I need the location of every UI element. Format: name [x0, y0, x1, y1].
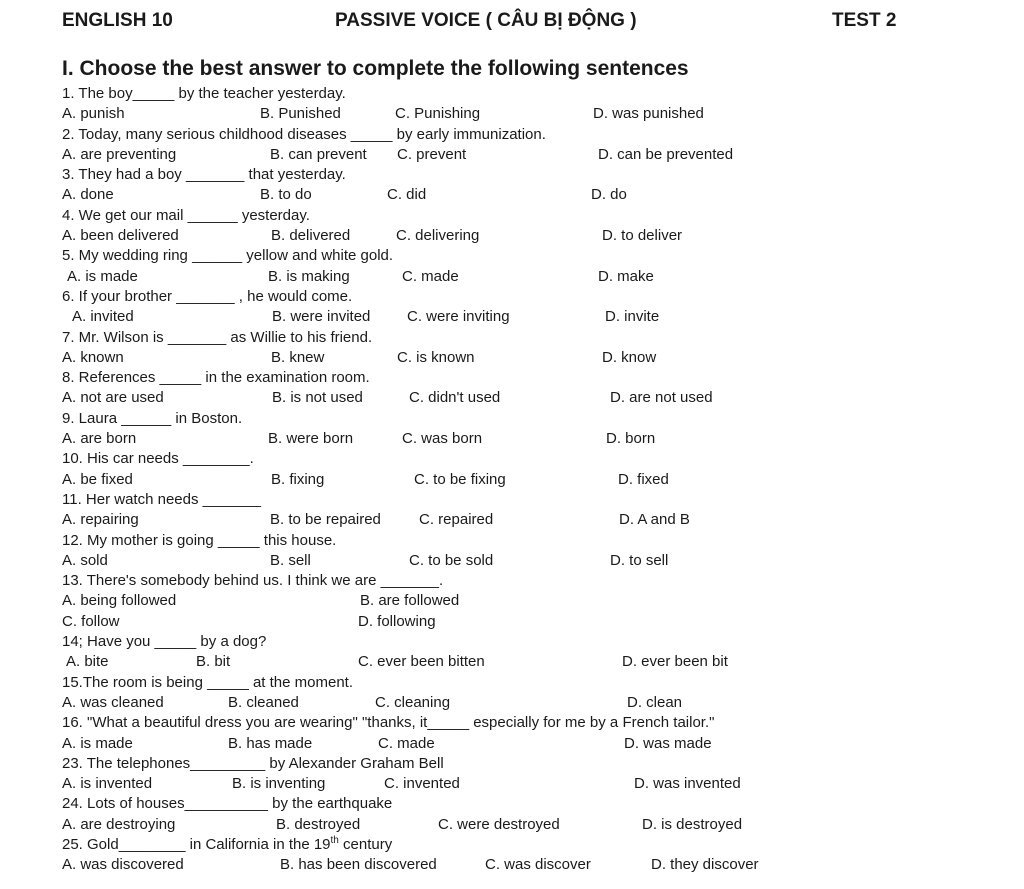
answer-options-7 — [62, 348, 1002, 368]
option-b: B. is making — [268, 267, 350, 285]
answer-options-4 — [62, 226, 1002, 246]
option-d: D. was made — [624, 734, 712, 752]
option-b: B. has been discovered — [280, 856, 437, 874]
option-c: C. were destroyed — [438, 815, 560, 833]
option-d: D. to sell — [610, 551, 669, 569]
option-c: C. to be sold — [409, 551, 494, 569]
question-text: 23. The telephones_________ by Alexander Graham Bell — [62, 754, 444, 772]
option-d: D. can be prevented — [598, 145, 734, 163]
option-d: D. do — [591, 186, 627, 204]
option-b: B. fixing — [271, 470, 325, 488]
option-a: A. not are used — [62, 389, 164, 407]
answer-options-3 — [62, 185, 1002, 205]
option-a: A. are preventing — [62, 145, 177, 163]
option-d: D. is destroyed — [642, 815, 743, 833]
option-a: A. is invented — [62, 775, 153, 793]
option-a: A. bite — [66, 653, 109, 671]
question-stem-5 — [62, 246, 1002, 266]
topic-title: PASSIVE VOICE ( CÂU BỊ ĐỘNG ) — [335, 10, 637, 31]
answer-options-12 — [62, 551, 1002, 571]
question-stem-4 — [62, 206, 1002, 226]
answer-options-11 — [62, 510, 1002, 530]
option-c: C. cleaning — [375, 693, 451, 711]
option-d: D. born — [606, 430, 656, 448]
answer-options-8 — [62, 388, 1002, 408]
question-text: 15.The room is being _____ at the moment. — [62, 673, 354, 691]
option-c: C. prevent — [397, 145, 467, 163]
answer-options-18 — [62, 774, 1002, 794]
option-a: A. being followed — [62, 592, 177, 610]
question-stem-13 — [62, 571, 1002, 591]
answer-options-19 — [62, 815, 1002, 835]
option-b: B. knew — [271, 348, 325, 366]
option-a: A. is made — [62, 734, 133, 752]
answer-options-5 — [62, 267, 1002, 287]
option-d: D. A and B — [619, 511, 690, 529]
question-list — [62, 84, 1002, 876]
question-text: 8. References _____ in the examination room. — [62, 369, 370, 387]
option-a: A. punish — [62, 105, 125, 123]
question-stem-2 — [62, 125, 1002, 145]
answer-options-1 — [62, 104, 1002, 124]
question-stem-18 — [62, 754, 1002, 774]
option-a: A. been delivered — [62, 227, 179, 245]
question-text: 5. My wedding ring ______ yellow and white gold. — [62, 247, 394, 265]
question-stem-7 — [62, 328, 1002, 348]
question-text: 13. There's somebody behind us. I think we are _______. — [62, 572, 444, 590]
option-a: A. be fixed — [62, 470, 133, 488]
question-stem-10 — [62, 449, 1002, 469]
option-b: B. sell — [270, 551, 311, 569]
subject-title: ENGLISH 10 — [62, 10, 173, 31]
option-d: D. clean — [627, 693, 683, 711]
option-d: D. fixed — [618, 470, 669, 488]
question-stem-1 — [62, 84, 1002, 104]
option-a: A. done — [62, 186, 114, 204]
answer-options-15 — [62, 652, 1002, 672]
question-text: 25. Gold________ in California in the 19th century — [62, 834, 393, 853]
option-a: A. repairing — [62, 511, 139, 529]
answer-options-14 — [62, 612, 1002, 632]
question-text: 14; Have you _____ by a dog? — [62, 633, 267, 651]
option-a: A. are destroying — [62, 815, 176, 833]
question-stem-9 — [62, 409, 1002, 429]
option-c: C. is known — [397, 348, 475, 366]
option-b: B. has made — [228, 734, 313, 752]
option-d: D. make — [598, 267, 654, 285]
option-c: C. invented — [384, 775, 460, 793]
option-b: B. bit — [196, 653, 231, 671]
answer-options-20 — [62, 855, 1002, 875]
answer-options-2 — [62, 145, 1002, 165]
option-a: A. invited — [72, 308, 134, 326]
option-d: D. know — [602, 348, 657, 366]
question-stem-19 — [62, 794, 1002, 814]
answer-options-10 — [62, 470, 1002, 490]
option-a: A. was cleaned — [62, 693, 164, 711]
option-a: A. was discovered — [62, 856, 184, 874]
option-b: B. delivered — [271, 227, 351, 245]
option-b: B. can prevent — [270, 145, 367, 163]
option-d: D. was punished — [593, 105, 704, 123]
question-text: 7. Mr. Wilson is _______ as Willie to his friend. — [62, 328, 373, 346]
question-text: 3. They had a boy _______ that yesterday. — [62, 166, 346, 184]
option-c: C. made — [402, 267, 459, 285]
answer-options-6 — [62, 307, 1002, 327]
option-b: B. to be repaired — [270, 511, 381, 529]
answer-options-13 — [62, 591, 1002, 611]
option-d: D. following — [358, 612, 436, 630]
option-b: B. to do — [260, 186, 312, 204]
option-a: A. are born — [62, 430, 137, 448]
test-label: TEST 2 — [832, 10, 897, 31]
option-a: A. is made — [67, 267, 138, 285]
option-d: D. ever been bit — [622, 653, 728, 671]
option-c: C. was discover — [485, 856, 591, 874]
answer-options-16 — [62, 693, 1002, 713]
option-d: D. they discover — [651, 856, 759, 874]
option-b: B. were born — [268, 430, 354, 448]
answer-options-9 — [62, 429, 1002, 449]
option-c: C. did — [387, 186, 427, 204]
question-text: 12. My mother is going _____ this house. — [62, 531, 337, 549]
question-text: 16. "What a beautiful dress you are wearing" "thanks, it_____ especially for me by a French tailor." — [62, 714, 715, 732]
answer-options-17 — [62, 734, 1002, 754]
option-d: D. invite — [605, 308, 660, 326]
question-text: 24. Lots of houses__________ by the earthquake — [62, 795, 393, 813]
option-d: D. to deliver — [602, 227, 683, 245]
option-c: C. Punishing — [395, 105, 481, 123]
section-title: I. Choose the best answer to complete the following sentences — [62, 57, 689, 80]
option-c: C. ever been bitten — [358, 653, 485, 671]
option-c: C. follow — [62, 612, 120, 630]
question-stem-11 — [62, 490, 1002, 510]
option-d: D. are not used — [610, 389, 713, 407]
option-b: B. were invited — [272, 308, 371, 326]
question-text: 4. We get our mail ______ yesterday. — [62, 206, 310, 224]
question-stem-6 — [62, 287, 1002, 307]
question-stem-17 — [62, 713, 1002, 733]
question-stem-15 — [62, 632, 1002, 652]
option-b: B. cleaned — [228, 693, 299, 711]
option-a: A. sold — [62, 551, 108, 569]
option-b: B. is not used — [272, 389, 363, 407]
question-text: 11. Her watch needs _______ — [62, 490, 262, 508]
option-c: C. delivering — [396, 227, 480, 245]
question-text: 2. Today, many serious childhood diseases _____ by early immunization. — [62, 125, 546, 143]
option-c: C. made — [378, 734, 435, 752]
question-stem-16 — [62, 673, 1002, 693]
option-a: A. known — [62, 348, 124, 366]
option-b: B. Punished — [260, 105, 341, 123]
question-stem-20 — [62, 835, 1002, 855]
question-text: 1. The boy_____ by the teacher yesterday. — [62, 85, 346, 102]
option-d: D. was invented — [634, 775, 741, 793]
option-b: B. destroyed — [276, 815, 361, 833]
question-stem-3 — [62, 165, 1002, 185]
question-stem-8 — [62, 368, 1002, 388]
option-b: B. is inventing — [232, 775, 326, 793]
option-c: C. didn't used — [409, 389, 501, 407]
question-stem-12 — [62, 531, 1002, 551]
option-b: B. are followed — [360, 592, 460, 610]
option-c: C. repaired — [419, 511, 494, 529]
option-c: C. to be fixing — [414, 470, 506, 488]
question-text: 10. His car needs ________. — [62, 450, 254, 468]
question-text: 6. If your brother _______ , he would come. — [62, 287, 353, 305]
question-text: 9. Laura ______ in Boston. — [62, 409, 243, 427]
option-c: C. were inviting — [407, 308, 510, 326]
option-c: C. was born — [402, 430, 483, 448]
